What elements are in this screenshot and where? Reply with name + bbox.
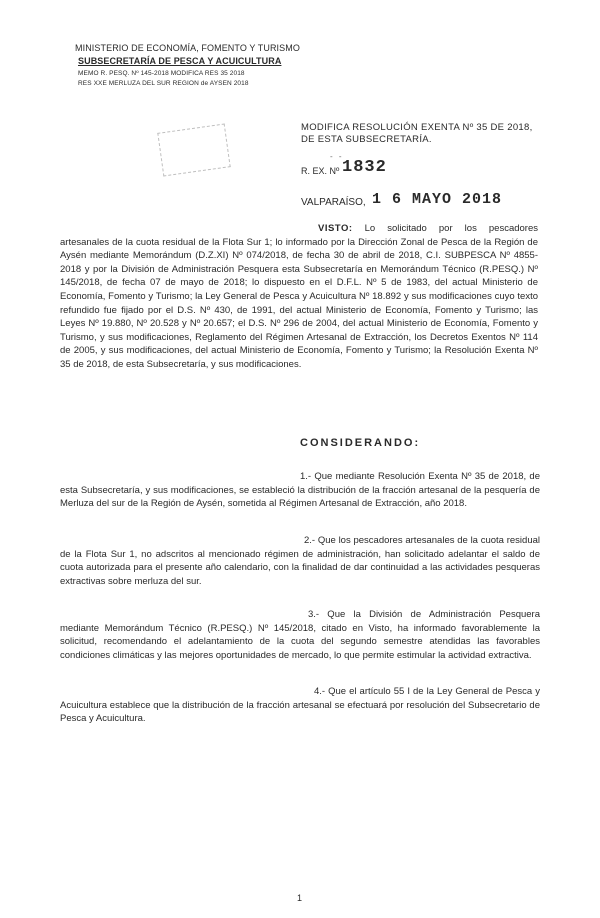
issue-date: 1 6 MAYO 2018 bbox=[372, 191, 503, 208]
undersecretariat-name: SUBSECRETARÍA DE PESCA Y ACUICULTURA bbox=[78, 56, 282, 66]
stamp-line-2 bbox=[159, 131, 224, 140]
visto-heading: VISTO: bbox=[318, 223, 353, 234]
visto-text: Lo solicitado por los pescadores artesanales de la cuota residual de la Flota Sur 1; lo informado por la Dirección Zonal de Pesca de la Región de Aysén mediante Memorándum (D.Z.XI) Nº 074/2018, de fecha 30 de abril de 2018, C.I. SUBPESCA Nº 4855-2018 y por la División de Administración Pesquera esta Subsecretaría en Memorándum Técnico (R.PESQ.) Nº 145/2018, de fecha 07 de mayo de 2018; lo dispuesto en el D.F.L. Nº 5 de 1983, del actual Ministerio de Economía, Fomento y Turismo; la Ley General de Pesca y Acuicultura Nº 18.892 y sus modificaciones cuyo texto refundido fue fijado por el D.S. Nº 430, de 1991, del actual Ministerio de Economía, Fomento y Turismo; las Leyes Nº 19.880, Nº 20.528 y Nº 20.657; el D.S. Nº 296 de 2004, del actual Ministerio de Economía, Fomento y Turismo, y sus modificaciones, Reglamento del Régimen Artesanal de Extracción, los Decretos Exentos Nº 114 de 2005, y sus modificaciones, del actual Ministerio de Economía, Fomento y Turismo; la Resolución Exenta Nº 35 de 2018, de esta Subsecretaría, y sus modificaciones. bbox=[60, 223, 539, 370]
ministry-name: MINISTERIO DE ECONOMÍA, FOMENTO Y TURISMO bbox=[75, 43, 300, 53]
resolution-number: 1832 bbox=[342, 158, 387, 177]
considerando-item-2: 2.- Que los pescadores artesanales de la cuota residual de la Flota Sur 1, no adscritos al mencionado régimen de administración, han solicitado adelantar el saldo de cuota autorizada para el presente año calendario, con la finalidad de dar continuidad a las actividades pesqueras extractivas sobre merluza del sur. bbox=[60, 535, 540, 587]
considerando-item-1: 1.- Que mediante Resolución Exenta Nº 35 de 2018, de esta Subsecretaría, y sus modificaciones, se estableció la distribución de la fracción artesanal de la pesquería de Merluza del sur de la Región de Aysén, sometida al Régimen Artesanal de Extracción, año 2018. bbox=[60, 471, 540, 510]
stamp-line-1 bbox=[159, 131, 224, 140]
considerando-heading: CONSIDERANDO: bbox=[300, 437, 421, 449]
separator-dashes: - - bbox=[330, 152, 344, 161]
memo-reference: MEMO R. PESQ. Nº 145-2018 MODIFICA RES 35 2018 bbox=[78, 70, 245, 77]
resolution-reference: RES XXE MERLUZA DEL SUR REGION de AYSEN 2018 bbox=[78, 80, 249, 87]
considerando-item-4: 4.- Que el artículo 55 I de la Ley General de Pesca y Acuicultura establece que la distribución de la fracción artesanal se efectuará por resolución del Subsecretario de Pesca y Acuicultura. bbox=[60, 686, 540, 725]
document-subject: MODIFICA RESOLUCIÓN EXENTA Nº 35 DE 2018, DE ESTA SUBSECRETARÍA. bbox=[301, 122, 533, 145]
issue-city: VALPARAÍSO, bbox=[301, 197, 366, 208]
visto-paragraph bbox=[60, 222, 538, 372]
official-stamp bbox=[157, 123, 230, 176]
page-number: 1 bbox=[297, 893, 303, 903]
resolution-number-label: R. EX. Nº bbox=[301, 166, 340, 176]
considerando-item-3: 3.- Que la División de Administración Pesquera mediante Memorándum Técnico (R.PESQ.) Nº 145/2018, citado en Visto, ha informado favorablemente la solicitud, recomendando el adelantamiento de la cuota del segundo semestre atendidas las favorables condiciones climáticas y las mejores oportunidades de mercado, lo que permite estimular la actividad extractiva. bbox=[60, 609, 540, 661]
